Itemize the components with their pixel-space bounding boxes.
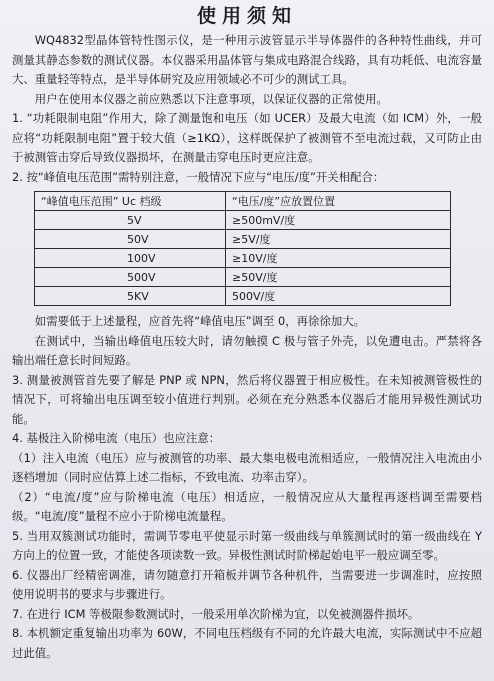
table-row [35,230,451,249]
note-item-3: 3. 测量被测管首先要了解是 PNP 或 NPN，然后将仪器置于相应极性。在未知被测管极性的情况下，可将输出电压调至较小值进行判别。必须在充分熟悉本仪器后才能用异极性测试功能。 [12,372,482,426]
table-header-row [35,192,451,211]
note-item-7: 7. 在进行 ICM 等极限参数测试时，一般采用单次阶梯为宜，以免被测器件损坏。 [12,606,420,621]
note-item-4: 4. 基极注入阶梯电流（电压）也应注意： [12,431,221,445]
table-cell-range: 500V [35,268,226,287]
table-row [35,249,451,268]
table-row [35,268,451,287]
table-cell-range: 100V [35,249,226,268]
table-cell-range: 5V [35,211,226,230]
table-cell-setting: ≥10V/度 [226,249,451,268]
note-item-4-2: （2）“电流/度”应与阶梯电流（电压）相适应，一般情况应从大量程再逐档调至需要档级。“电流/度”量程不应小于阶梯电流量程。 [12,489,482,523]
table-cell-range: 50V [35,230,226,249]
table-row [35,211,451,230]
table-cell-setting: ≥50V/度 [226,268,451,287]
table-row [35,287,451,306]
table-header-volts-per-div: “电压/度”应放置位置 [226,192,451,211]
safety-note: 在测试中，当输出峰值电压较大时，请勿触摸 C 极与管子外壳，以免遭电击。严禁将各输出端任意长时间短路。 [12,333,482,367]
table-header-range: “峰值电压范围” Uc 档级 [35,192,226,211]
note-item-4-1: （1）注入电流（电压）应与被测管的功率、最大集电极电流相适应，一般情况注入电流由小逐档增加（同时应估算上述二指标，不致电流、功率击穿）。 [12,450,482,484]
table-cell-range: 5KV [35,287,226,306]
note-item-2: 2. 按“峰值电压范围”需特别注意，一般情况下应与“电压/度”开关相配合： [12,169,385,184]
note-item-8: 8. 本机额定重复输出功率为 60W，不同电压档级有不同的允许最大电流，实际测试中不应超过此值。 [12,626,482,660]
intro-note: 用户在使用本仪器之前应熟悉以下注意事项，以保证仪器的正常使用。 [34,91,388,106]
table-cell-setting: 500V/度 [226,287,451,306]
note-item-6: 6. 仪器出厂经精密调准，请勿随意打开箱板并调节各种机件，当需要进一步调准时，应按照使用说明书的要求与步骤进行。 [12,567,482,601]
page-title: 使用须知 [196,5,297,27]
table-cell-setting: ≥500mV/度 [226,211,451,230]
voltage-range-table [34,191,451,306]
intro-paragraph: WQ4832型晶体管特性图示仪，是一种用示波管显示半导体器件的各种特性曲线，并可测量其静态参数的测试仪器。本仪器采用晶体管与集成电路混合线路，具有功耗低、电流容量大、重量轻等特点，是半导体研究及应用领域必不可少的测试工具。 [12,33,482,86]
note-item-1: 1. “功耗限制电阻”作用大，除了测量饱和电压（如 UCER）及最大电流（如 ICM）外，一般应将“功耗限制电阻”置于较大值（≥1KΩ），这样既保护了被测管不至电流过载，又可防止由于被测管击穿后导致仪器损坏，在测量击穿电压时更应注意。 [12,111,482,164]
note-item-5: 5. 当用双簇测试功能时，需调节零电平使显示时第一级曲线与单簇测试时的第一级曲线在 Y 方向上的位置一致，才能使各项读数一致。异极性测试时阶梯起始电平一般应调至零。 [12,528,482,562]
table-cell-setting: ≥5V/度 [226,230,451,249]
after-table-note: 如需要低于上述量程，应首先将“峰值电压”调至 0，再徐徐加大。 [34,314,366,328]
